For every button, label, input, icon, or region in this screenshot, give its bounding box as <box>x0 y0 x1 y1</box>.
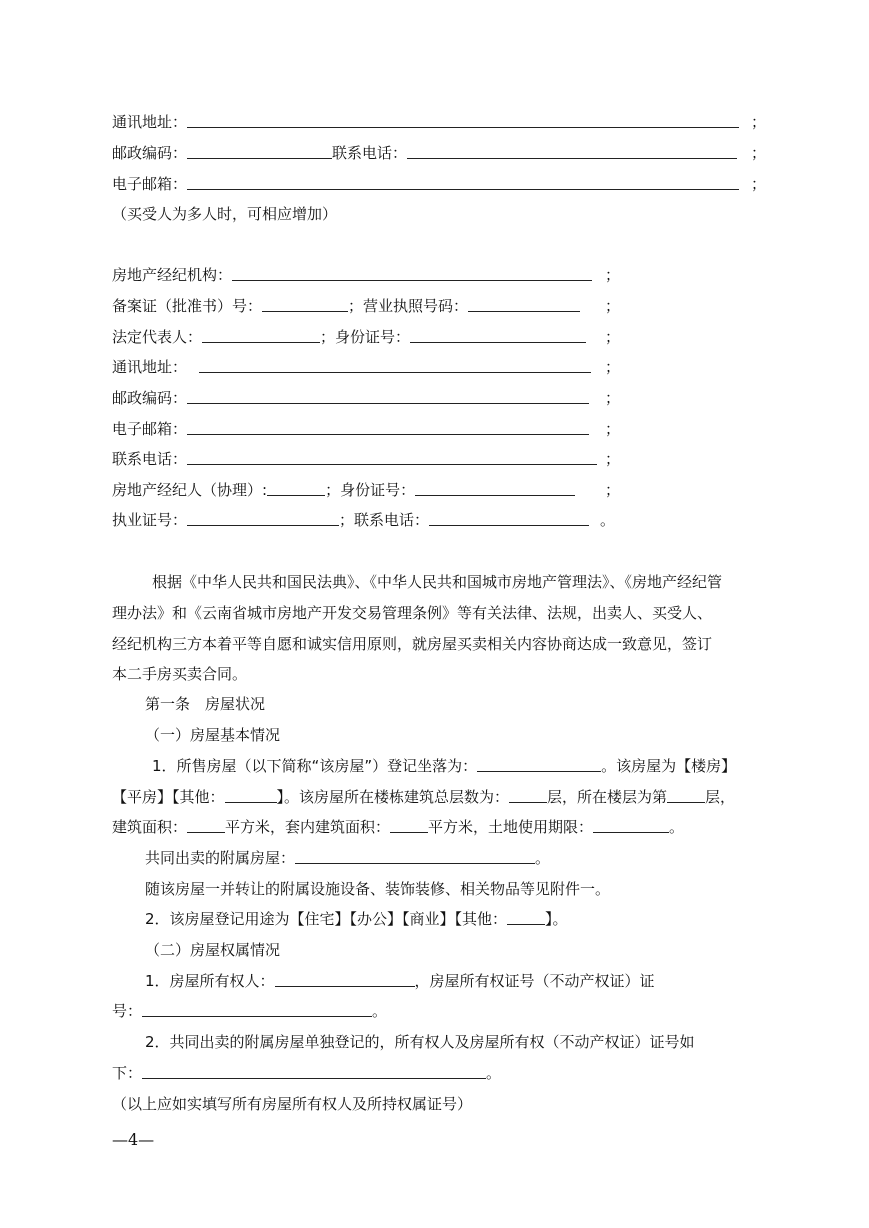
item-1-text-e: 层，所在楼层为第 <box>547 788 668 806</box>
section-2-heading: （二）房屋权属情况 <box>145 941 281 959</box>
owner-field[interactable] <box>275 968 415 987</box>
semicolon: ； <box>605 266 621 284</box>
agent-name-field[interactable] <box>267 477 325 496</box>
period: 。 <box>535 849 551 867</box>
floor-field[interactable] <box>667 784 705 803</box>
item-1-text-d: 】。该房屋所在楼栋建筑总层数为： <box>276 788 510 806</box>
intro-line-1: 根据《中华人民共和国民法典》、《中华人民共和国城市房地产管理法》、《房地产经纪管 <box>152 573 723 591</box>
agency-org-row <box>112 262 592 288</box>
item-1-text-h: 平方米，套内建筑面积： <box>225 818 391 836</box>
semicolon: ； <box>605 297 621 315</box>
item-1-text-c: 【平房】【其他： <box>112 788 225 806</box>
semicolon: ； <box>605 389 621 407</box>
owner-note: （以上应如实填写所有房屋所有权人及所持权属证号） <box>112 1095 473 1113</box>
semicolon: ； <box>605 450 621 468</box>
buyer-note: （买受人为多人时，可相应增加） <box>112 205 338 223</box>
item-1-text-b: 。该房屋为【楼房】 <box>601 757 737 775</box>
intro-line-2: 理办法》和《云南省城市房地产开发交易管理条例》等有关法律、法规，出卖人、买受人、 <box>112 604 713 622</box>
agency-phone-row <box>112 446 597 472</box>
agency-org-label: 房地产经纪机构： <box>112 266 233 284</box>
agency-legal-rep-row <box>112 324 586 350</box>
agency-email-field[interactable] <box>187 416 589 435</box>
owner-row-a <box>145 968 655 994</box>
buyer-address-field[interactable] <box>187 109 739 128</box>
semicolon: ； <box>605 481 621 499</box>
agency-filing-field[interactable] <box>262 293 348 312</box>
semicolon: ； <box>605 358 621 376</box>
semicolon: ； <box>751 113 767 131</box>
buyer-address-row <box>112 109 739 135</box>
item-1-text-g: 建筑面积： <box>112 818 188 836</box>
agency-license-label: ；营业执照号码： <box>348 297 469 315</box>
article-1-heading: 第一条 房屋状况 <box>145 695 266 713</box>
item-1-row-a <box>152 753 736 779</box>
owner-text-a: 1．房屋所有权人： <box>145 972 275 990</box>
semicolon: ； <box>751 175 767 193</box>
period: 。 <box>669 818 685 836</box>
buyer-postcode-label: 邮政编码： <box>112 144 188 162</box>
usage-text-b: 】。 <box>545 910 568 928</box>
agency-postcode-row <box>112 385 589 411</box>
facilities-text: 随该房屋一并转让的附属设施设备、装饰装修、相关物品等见附件一。 <box>145 880 611 898</box>
agency-email-row <box>112 416 589 442</box>
agency-email-label: 电子邮箱： <box>112 420 188 438</box>
agent-cert-field[interactable] <box>187 507 339 526</box>
agency-legal-rep-label: 法定代表人： <box>112 328 203 346</box>
building-area-field[interactable] <box>187 814 225 833</box>
owner2-text-b: 下： <box>112 1064 143 1082</box>
agency-postcode-field[interactable] <box>187 385 589 404</box>
agent-id-field[interactable] <box>415 477 575 496</box>
agency-org-field[interactable] <box>232 262 592 281</box>
house-type-other-field[interactable] <box>225 784 277 803</box>
attached-field[interactable] <box>295 845 535 864</box>
buyer-postcode-row <box>112 140 737 166</box>
agent-id-label: ；身份证号： <box>325 481 416 499</box>
total-floors-field[interactable] <box>509 784 547 803</box>
agent-label: 房地产经纪人（协理）: <box>112 481 268 499</box>
agency-phone-label: 联系电话： <box>112 450 188 468</box>
agent-cert-label: 执业证号： <box>112 511 188 529</box>
item-1-row-b <box>112 784 735 810</box>
agency-id-field[interactable] <box>410 324 586 343</box>
owner-row-b <box>112 998 387 1024</box>
location-field[interactable] <box>477 753 601 772</box>
intro-line-4: 本二手房买卖合同。 <box>112 665 248 683</box>
semicolon: ； <box>605 328 621 346</box>
agency-filing-row <box>112 293 580 319</box>
agent-cert-row <box>112 507 589 533</box>
agent-row <box>112 477 575 503</box>
buyer-phone-field[interactable] <box>407 140 737 159</box>
agency-address-label: 通讯地址： <box>112 358 188 376</box>
owner2-text-a: 2．共同出卖的附属房屋单独登记的，所有权人及房屋所有权（不动产权证）证号如 <box>145 1033 695 1051</box>
buyer-postcode-field[interactable] <box>187 140 332 159</box>
semicolon: ； <box>751 144 767 162</box>
buyer-email-label: 电子邮箱： <box>112 175 188 193</box>
agency-address-row <box>112 354 591 380</box>
agent-cert-phone-field[interactable] <box>429 507 589 526</box>
attached-owner-field[interactable] <box>142 1060 486 1079</box>
agency-postcode-label: 邮政编码： <box>112 389 188 407</box>
usage-other-field[interactable] <box>507 906 545 925</box>
buyer-email-field[interactable] <box>187 171 739 190</box>
usage-row <box>145 906 568 932</box>
buyer-phone-label: 联系电话： <box>332 144 408 162</box>
period: 。 <box>486 1064 502 1082</box>
ownership-cert-field[interactable] <box>142 998 372 1017</box>
page-number: —4— <box>112 1130 155 1149</box>
agency-legal-rep-field[interactable] <box>202 324 320 343</box>
agency-filing-label: 备案证（批准书）号： <box>112 297 263 315</box>
agent-cert-phone-label: ；联系电话： <box>339 511 430 529</box>
period: 。 <box>372 1002 388 1020</box>
item-1-text-f: 层， <box>705 788 736 806</box>
owner2-row-b <box>112 1060 501 1086</box>
agency-license-field[interactable] <box>468 293 580 312</box>
usage-text-a: 2．该房屋登记用途为【住宅】【办公】【商业】【其他： <box>145 910 508 928</box>
semicolon: ； <box>605 420 621 438</box>
intro-line-3: 经纪机构三方本着平等自愿和诚实信用原则，就房屋买卖相关内容协商达成一致意见，签订 <box>112 635 713 653</box>
item-1-text-a: 1．所售房屋（以下简称“该房屋”）登记坐落为： <box>152 757 478 775</box>
attached-row <box>145 845 550 871</box>
attached-label: 共同出卖的附属房屋： <box>145 849 296 867</box>
period: 。 <box>600 511 616 529</box>
owner-text-b: ，房屋所有权证号（不动产权证）证 <box>414 972 655 990</box>
section-1-heading: （一）房屋基本情况 <box>145 726 281 744</box>
agency-phone-field[interactable] <box>187 446 597 465</box>
item-1-row-c <box>112 814 684 840</box>
owner-text-c: 号： <box>112 1002 143 1020</box>
item-1-text-i: 平方米，土地使用期限： <box>428 818 594 836</box>
land-term-field[interactable] <box>593 814 669 833</box>
buyer-email-row <box>112 171 739 197</box>
agency-id-label: ；身份证号： <box>320 328 411 346</box>
buyer-address-label: 通讯地址： <box>112 113 188 131</box>
agency-address-field[interactable] <box>199 354 591 373</box>
inner-area-field[interactable] <box>390 814 428 833</box>
